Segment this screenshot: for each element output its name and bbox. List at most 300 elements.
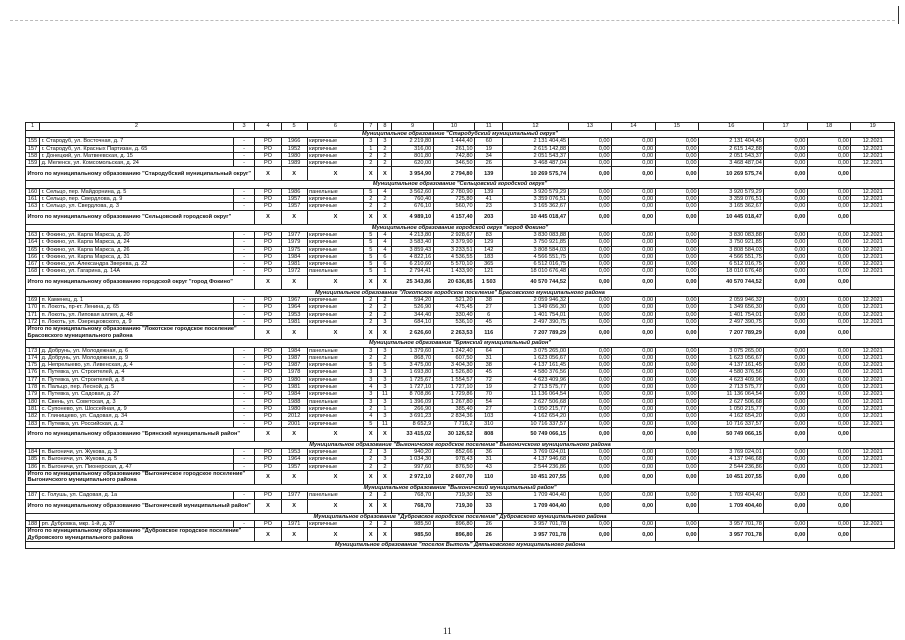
table-cell: 4 137 161,45 (503, 362, 568, 369)
table-cell: 3 769 024,01 (503, 449, 568, 456)
table-cell: РО (255, 318, 281, 325)
column-number-cell: 10 (433, 123, 474, 131)
table-cell: 167 (26, 261, 40, 268)
table-row (26, 138, 895, 145)
table-cell: кирпичные (307, 261, 364, 268)
table-cell: 3 808 584,03 (503, 246, 568, 253)
column-number-cell: 6 (307, 123, 364, 131)
table-cell: 3 (364, 391, 378, 398)
table-cell: 1 709 404,40 (699, 492, 764, 499)
subtotal-x: Х (255, 210, 281, 224)
table-cell: 997,60 (392, 463, 433, 470)
table-cell: 11 (378, 420, 392, 427)
table-cell: 12.2021 (851, 188, 895, 195)
subtotal-blank (851, 427, 895, 441)
table-cell: 142 (475, 246, 503, 253)
table-cell: 0,00 (612, 463, 656, 470)
table-cell: 0,00 (807, 138, 851, 145)
subtotal-value: 0,00 (764, 470, 808, 484)
subtotal-blank (851, 470, 895, 484)
table-cell: 1 396,09 (392, 398, 433, 405)
table-cell: РО (255, 196, 281, 203)
table-cell: 3 165 362,67 (503, 203, 568, 210)
table-cell: 0,00 (807, 318, 851, 325)
table-cell: 2 834,36 (433, 413, 474, 420)
table-cell: кирпичные (307, 231, 364, 238)
table-cell: 725,80 (433, 196, 474, 203)
table-cell: 0,00 (612, 246, 656, 253)
municipality-heading: Муниципальное образование "Дубровское городское поселение" Дубровского муниципального района (26, 513, 895, 520)
table-cell: 0,00 (655, 231, 699, 238)
table-cell: 2 497 390,75 (503, 318, 568, 325)
subtotal-cost: 3 957 701,78 (503, 528, 568, 542)
table-cell: РО (255, 369, 281, 376)
subtotal-x: Х (364, 499, 378, 513)
table-cell: кирпичные (307, 520, 364, 527)
table-cell: кирпичные (307, 196, 364, 203)
table-cell: - (233, 268, 255, 275)
table-cell: 0,00 (568, 297, 612, 304)
table-cell: 2 (364, 449, 378, 456)
table-cell: 3 (378, 384, 392, 391)
table-cell: - (233, 492, 255, 499)
table-cell: 5 (364, 239, 378, 246)
table-cell: 2 (364, 203, 378, 210)
table-cell: 2 (364, 311, 378, 318)
municipality-heading: Муниципальное образование городской округ "город Фокино" (26, 224, 895, 231)
table-cell: 0,00 (764, 196, 808, 203)
subtotal-row (26, 528, 895, 542)
table-cell: 6 512 016,75 (699, 261, 764, 268)
table-cell: 179 (26, 391, 40, 398)
table-cell: 0,00 (612, 203, 656, 210)
table-cell: 0,00 (764, 354, 808, 361)
table-cell: 0,00 (612, 231, 656, 238)
table-cell: п. Выгоничи, ул. Пионерская, д. 47 (40, 463, 234, 470)
table-cell: РО (255, 347, 281, 354)
table-cell: 0,00 (568, 492, 612, 499)
table-cell: 2 (378, 492, 392, 499)
table-cell: 1 727,10 (392, 384, 433, 391)
subtotal-blank (851, 326, 895, 340)
table-cell: 0,00 (764, 152, 808, 159)
table-cell: 344,40 (392, 311, 433, 318)
table-cell: 3 (378, 138, 392, 145)
table-cell: 12.2021 (851, 152, 895, 159)
subtotal-row (26, 210, 895, 224)
table-cell: 0,00 (568, 196, 612, 203)
table-cell: 3 830 083,88 (503, 231, 568, 238)
table-cell: 1986 (281, 188, 307, 195)
column-number-cell: 5 (281, 123, 307, 131)
table-cell: 3 359 076,51 (699, 196, 764, 203)
table-cell: г. Фокино, ул. Гагарина, д. 14А (40, 268, 234, 275)
table-cell: 12.2021 (851, 463, 895, 470)
subtotal-cost: 1 709 404,40 (503, 499, 568, 513)
table-cell: 18 010 676,48 (699, 268, 764, 275)
table-cell: РО (255, 203, 281, 210)
table-cell: - (233, 463, 255, 470)
table-cell: 5 (378, 362, 392, 369)
column-number-cell: 11 (475, 123, 503, 131)
table-cell: 4 162 654,20 (503, 413, 568, 420)
table-cell: 536,10 (433, 318, 474, 325)
table-cell: 2 (364, 463, 378, 470)
table-cell: кирпичные (307, 369, 364, 376)
subtotal-fund-total: 10 269 575,74 (699, 167, 764, 181)
table-cell: 6 210,60 (392, 261, 433, 268)
table-cell: 0,00 (655, 297, 699, 304)
table-cell: 1971 (281, 520, 307, 527)
table-cell: п. Путевка, ул. Строителей, д. 8 (40, 376, 234, 383)
table-cell: 3 750 921,85 (503, 239, 568, 246)
table-cell: 4 (364, 384, 378, 391)
column-number-cell: 1 (26, 123, 40, 131)
municipality-heading: Муниципальное образование "Брянский муниципальный район" (26, 340, 895, 347)
subtotal-x: Х (281, 326, 307, 340)
subtotal-value: 0,00 (807, 427, 851, 441)
table-cell: 70 (475, 391, 503, 398)
table-cell: 0,00 (568, 261, 612, 268)
table-cell: 165 (26, 246, 40, 253)
subtotal-cost: 10 269 575,74 (503, 167, 568, 181)
table-cell: 2 (378, 145, 392, 152)
table-cell: 0,00 (612, 398, 656, 405)
subtotal-x: Х (307, 470, 364, 484)
table-cell: 1 242,40 (433, 347, 474, 354)
table-cell: 0,00 (764, 376, 808, 383)
table-row (26, 376, 895, 383)
table-cell: 5 (364, 261, 378, 268)
table-cell: 161 (26, 196, 40, 203)
table-cell: 876,50 (433, 463, 474, 470)
table-cell: п. Каменец, д. 1 (40, 297, 234, 304)
subtotal-x: Х (364, 275, 378, 289)
table-cell: 3 957 701,78 (699, 520, 764, 527)
subtotal-total-area: 4 989,10 (392, 210, 433, 224)
table-cell: 0,00 (764, 456, 808, 463)
table-cell: 0,00 (655, 520, 699, 527)
subtotal-value: 0,00 (612, 167, 656, 181)
table-cell: 2 (364, 492, 378, 499)
table-cell: 0,00 (612, 160, 656, 167)
subtotal-value: 0,00 (568, 326, 612, 340)
table-cell: 801,80 (392, 152, 433, 159)
table-cell: п. Пальцо, пер. Лесной, д. 5 (40, 384, 234, 391)
table-cell: - (233, 304, 255, 311)
table-row (26, 384, 895, 391)
table-cell: 2001 (281, 420, 307, 427)
table-cell: 0,00 (807, 253, 851, 260)
table-cell: - (233, 160, 255, 167)
table-cell: 760,40 (392, 196, 433, 203)
table-cell: 2 (364, 152, 378, 159)
table-cell: панельные (307, 398, 364, 405)
municipality-heading: Муниципальное образование "Стародубский муниципальный округ" (26, 131, 895, 138)
table-cell: 0,00 (568, 376, 612, 383)
table-cell: 310 (475, 420, 503, 427)
table-cell: - (233, 188, 255, 195)
column-number-cell: 7 (364, 123, 378, 131)
table-cell: 12.2021 (851, 239, 895, 246)
table-cell: 0,00 (764, 160, 808, 167)
table-cell: г. Фокино, ул. Карла Маркса, д. 20 (40, 231, 234, 238)
subtotal-value: 0,00 (612, 326, 656, 340)
table-cell: - (233, 384, 255, 391)
table-row (26, 420, 895, 427)
table-cell: кирпичные (307, 203, 364, 210)
table-cell: 2 (378, 304, 392, 311)
table-cell: 0,00 (568, 160, 612, 167)
table-cell: РО (255, 246, 281, 253)
table-cell: 0,00 (568, 398, 612, 405)
table-cell: 330,40 (433, 311, 474, 318)
subtotal-value: 0,00 (807, 326, 851, 340)
table-row (26, 318, 895, 325)
subtotal-value: 0,00 (807, 210, 851, 224)
table-cell: 41 (475, 196, 503, 203)
table-cell: 3 075 265,00 (503, 347, 568, 354)
table-cell: 0,00 (655, 347, 699, 354)
subtotal-value: 0,00 (612, 275, 656, 289)
column-number-cell: 3 (233, 123, 255, 131)
table-cell: 10 716 337,57 (503, 420, 568, 427)
table-cell: 2 (364, 354, 378, 361)
table-cell: 27 (475, 405, 503, 412)
column-number-cell: 19 (851, 123, 895, 131)
table-cell: 0,00 (612, 138, 656, 145)
table-cell: 2 (378, 463, 392, 470)
table-cell: 1 727,10 (433, 384, 474, 391)
subtotal-label: Итого по муниципальному образованию "Дубровское городское поселение" Дубровского муниципального района (26, 528, 255, 542)
table-cell: 3 (364, 138, 378, 145)
table-cell: панельные (307, 268, 364, 275)
subtotal-x: Х (307, 427, 364, 441)
table-cell: 0,00 (764, 268, 808, 275)
table-cell: 183 (26, 420, 40, 427)
table-cell: 0,00 (568, 347, 612, 354)
table-cell: 6 (475, 311, 503, 318)
table-row (26, 449, 895, 456)
table-cell: п. Локоть, пр-кт. Ленина, д. 65 (40, 304, 234, 311)
subtotal-value: 0,00 (568, 210, 612, 224)
subtotal-living-area: 4 157,40 (433, 210, 474, 224)
table-cell: 12.2021 (851, 492, 895, 499)
table-cell: 170 (26, 304, 40, 311)
table-cell: 0,00 (764, 318, 808, 325)
table-cell: 187 (26, 492, 40, 499)
table-cell: - (233, 203, 255, 210)
table-cell: 12.2021 (851, 520, 895, 527)
table-row (26, 354, 895, 361)
table-cell: 2 615 142,88 (699, 145, 764, 152)
table-cell: 2 (364, 297, 378, 304)
subtotal-value: 0,00 (568, 499, 612, 513)
subtotal-living-area: 30 126,52 (433, 427, 474, 441)
table-cell: 0,00 (655, 203, 699, 210)
table-row (26, 261, 895, 268)
subtotal-x: Х (281, 528, 307, 542)
table-cell: 5 570,10 (433, 261, 474, 268)
table-row (26, 145, 895, 152)
table-cell: 0,00 (612, 376, 656, 383)
subtotal-total-area: 25 343,86 (392, 275, 433, 289)
table-cell: РО (255, 398, 281, 405)
table-cell: 261,10 (433, 145, 474, 152)
table-cell: 1 444,40 (433, 138, 474, 145)
table-cell: 2 (364, 304, 378, 311)
table-cell: 0,00 (655, 376, 699, 383)
subtotal-blank (851, 167, 895, 181)
table-cell: 11 (378, 391, 392, 398)
subtotal-x: Х (364, 326, 378, 340)
table-cell: 4 623 409,96 (503, 376, 568, 383)
table-cell: 2012 (281, 413, 307, 420)
table-cell: 1964 (281, 456, 307, 463)
table-cell: 0,00 (807, 311, 851, 318)
table-cell: 178 (26, 384, 40, 391)
table-cell: 4 (364, 413, 378, 420)
table-cell: кирпичные (307, 239, 364, 246)
table-cell: 1981 (281, 384, 307, 391)
table-cell: 0,00 (568, 456, 612, 463)
table-cell: 12.2021 (851, 145, 895, 152)
table-cell: 4 623 409,96 (699, 376, 764, 383)
subtotal-fund-total: 3 957 701,78 (699, 528, 764, 542)
table-cell: 1953 (281, 449, 307, 456)
table-cell: 5 (364, 246, 378, 253)
table-cell: 0,00 (568, 253, 612, 260)
table-cell: 4 566 551,75 (503, 253, 568, 260)
table-cell: 5 (364, 231, 378, 238)
table-cell: РО (255, 384, 281, 391)
table-cell: 1 623 056,67 (699, 354, 764, 361)
table-cell: 2 (364, 318, 378, 325)
table-row (26, 196, 895, 203)
table-cell: 1 349 656,30 (699, 304, 764, 311)
table-row (26, 188, 895, 195)
table-cell: 12.2021 (851, 384, 895, 391)
subtotal-x: Х (364, 427, 378, 441)
table-cell: рп. Дубровка, мкр. 1-й, д. 37 (40, 520, 234, 527)
table-cell: - (233, 138, 255, 145)
table-cell: 0,00 (655, 246, 699, 253)
table-cell: 0,00 (612, 456, 656, 463)
subtotal-residents: 139 (475, 167, 503, 181)
table-cell: 12.2021 (851, 253, 895, 260)
table-cell: 0,00 (655, 196, 699, 203)
table-cell: 2 051 543,37 (503, 152, 568, 159)
subtotal-value: 0,00 (764, 528, 808, 542)
table-cell: 54 (475, 398, 503, 405)
subtotal-value: 0,00 (612, 528, 656, 542)
table-cell: 5 (364, 420, 378, 427)
table-cell: 0,00 (764, 138, 808, 145)
subtotal-value: 0,00 (568, 470, 612, 484)
table-cell: 0,00 (764, 261, 808, 268)
table-cell: РО (255, 152, 281, 159)
table-cell: 12.2021 (851, 362, 895, 369)
table-cell: 0,00 (612, 347, 656, 354)
table-cell: 12.2021 (851, 203, 895, 210)
subtotal-living-area: 2 607,70 (433, 470, 474, 484)
table-cell: 2 059 946,32 (503, 297, 568, 304)
table-cell: 5 (364, 268, 378, 275)
table-cell: п. Путевка, ул. Садовая, д. 27 (40, 391, 234, 398)
table-cell: 0,00 (764, 413, 808, 420)
table-cell: г. Донецкий, ул. Матвеевская, д. 15 (40, 152, 234, 159)
table-cell: 3 233,51 (433, 246, 474, 253)
table-cell: 0,00 (612, 520, 656, 527)
table-cell: 4 137 161,45 (699, 362, 764, 369)
table-cell: 0,00 (655, 463, 699, 470)
table-cell: 1952 (281, 145, 307, 152)
subtotal-living-area: 719,30 (433, 499, 474, 513)
table-cell: 185 (26, 456, 40, 463)
table-cell: РО (255, 160, 281, 167)
table-cell: 1957 (281, 203, 307, 210)
table-cell: п. Локоть, ул. Липовая аллея, д. 48 (40, 311, 234, 318)
subtotal-fund-total: 40 570 744,52 (699, 275, 764, 289)
table-cell: 12.2021 (851, 420, 895, 427)
table-cell: 896,80 (433, 520, 474, 527)
table-cell: 0,00 (612, 413, 656, 420)
table-cell: 5 (364, 253, 378, 260)
table-cell: 3 (378, 318, 392, 325)
table-cell: 0,00 (807, 304, 851, 311)
table-cell: 1967 (281, 297, 307, 304)
table-cell: - (233, 413, 255, 420)
subtotal-value: 0,00 (807, 167, 851, 181)
table-cell: 0,00 (764, 347, 808, 354)
table-cell: 2 (378, 196, 392, 203)
table-cell: 12.2021 (851, 449, 895, 456)
subtotal-living-area: 2 794,80 (433, 167, 474, 181)
table-cell: 12.2021 (851, 261, 895, 268)
table-cell: 172 (26, 318, 40, 325)
table-cell: д. Добрунь, ул. Молодежная, д. 9 (40, 354, 234, 361)
table-cell: - (233, 152, 255, 159)
subtotal-value: 0,00 (764, 427, 808, 441)
table-cell: 0,00 (612, 311, 656, 318)
table-cell: кирпичные (307, 449, 364, 456)
subtotal-residents: 26 (475, 528, 503, 542)
table-cell: 0,00 (764, 311, 808, 318)
subtotal-label: Итого по муниципальному образованию "Брянский муниципальный район" (26, 427, 255, 441)
table-cell: 0,00 (764, 391, 808, 398)
subtotal-cost: 10 451 207,55 (503, 470, 568, 484)
table-cell: 181 (26, 405, 40, 412)
subtotal-total-area: 768,70 (392, 499, 433, 513)
table-cell: 0,00 (807, 188, 851, 195)
table-cell: РО (255, 456, 281, 463)
column-number-cell: 2 (40, 123, 234, 131)
table-cell: д. Добрунь, ул. Молодежная, д. 6 (40, 347, 234, 354)
table-cell: п. Выгоничи, ул. Жукова, д. 3 (40, 449, 234, 456)
subtotal-total-area: 985,50 (392, 528, 433, 542)
table-row (26, 231, 895, 238)
table-cell: кирпичные (307, 420, 364, 427)
table-cell: РО (255, 145, 281, 152)
table-cell: 3 (378, 369, 392, 376)
table-cell: 0,00 (655, 253, 699, 260)
subtotal-x: Х (255, 167, 281, 181)
subtotal-residents: 808 (475, 427, 503, 441)
table-cell: 0,00 (568, 420, 612, 427)
table-cell: 1 623 056,67 (503, 354, 568, 361)
table-cell: 0,00 (568, 239, 612, 246)
table-cell: 1978 (281, 369, 307, 376)
